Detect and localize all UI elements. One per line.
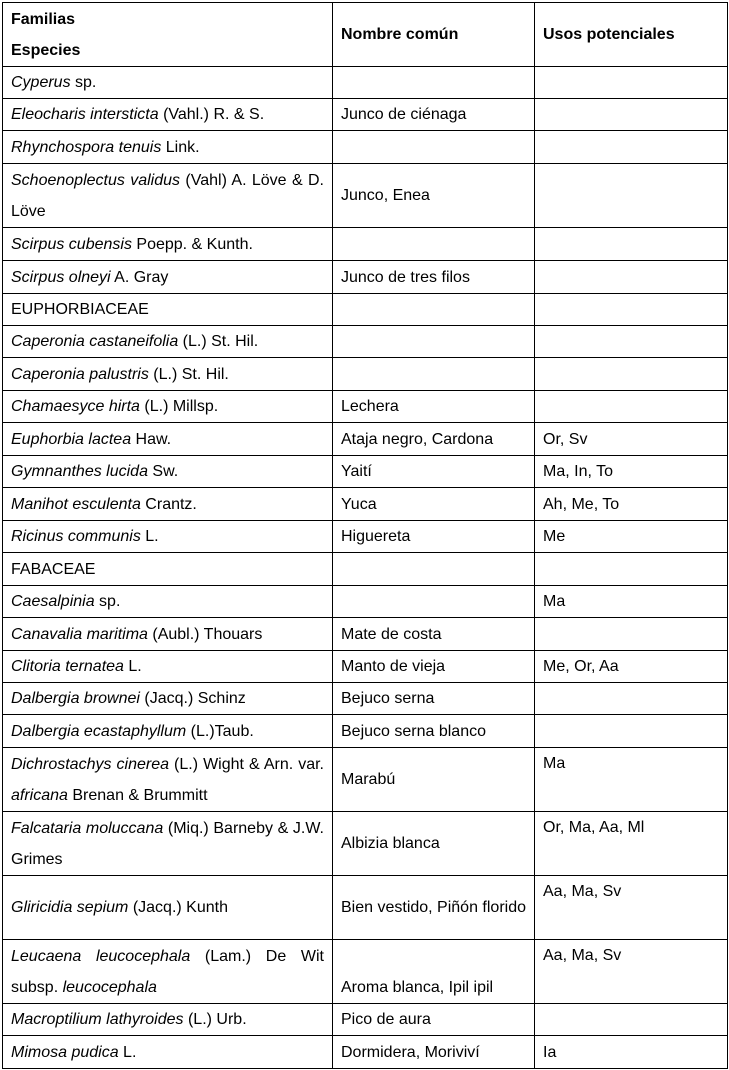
species-row xyxy=(3,423,728,456)
species-name: Canavalia maritima xyxy=(11,625,148,643)
common-name-cell: Yuca xyxy=(333,488,535,521)
species-row xyxy=(3,683,728,715)
species-name: Ricinus communis xyxy=(11,528,141,545)
common-name-cell xyxy=(333,586,535,618)
species-row xyxy=(3,618,728,651)
species-name-cell xyxy=(3,358,333,391)
uses-cell: Or, Sv xyxy=(535,423,728,456)
uses-cell xyxy=(535,67,728,99)
uses-cell: Ma, In, To xyxy=(535,456,728,488)
species-author: Link. xyxy=(161,138,200,156)
species-name: Manihot esculenta xyxy=(11,495,141,513)
species-author: (L.) Urb. xyxy=(183,1011,247,1028)
common-name-cell: Dormidera, Moriviví xyxy=(333,1036,535,1069)
species-author: L. xyxy=(123,658,142,675)
species-author: (Lam.) De Wit subsp. xyxy=(11,947,324,996)
species-name-cell xyxy=(3,164,333,228)
uses-cell: Aa, Ma, Sv xyxy=(535,876,728,940)
species-name-cell xyxy=(3,261,333,294)
common-name-cell: Junco, Enea xyxy=(333,164,535,228)
species-name-cell xyxy=(3,456,333,488)
species-name-cell xyxy=(3,391,333,423)
uses-cell xyxy=(535,294,728,326)
species-row xyxy=(3,876,728,940)
family-name-cell xyxy=(3,553,333,586)
species-author: sp. xyxy=(94,593,121,610)
species-author: (L.) St. Hil. xyxy=(178,333,259,350)
common-name-cell: Yaití xyxy=(333,456,535,488)
species-name: Chamaesyce hirta xyxy=(11,398,140,415)
species-name-part: leucocephala xyxy=(62,978,157,996)
uses-cell xyxy=(535,553,728,586)
uses-cell xyxy=(535,715,728,748)
species-row xyxy=(3,164,728,228)
common-name-cell xyxy=(333,294,535,326)
species-name-cell xyxy=(3,618,333,651)
species-row xyxy=(3,488,728,521)
uses-cell xyxy=(535,99,728,131)
families-species-header xyxy=(3,3,333,67)
common-name-cell xyxy=(333,358,535,391)
species-name: Schoenoplectus validus xyxy=(11,171,181,189)
species-author: A. Gray xyxy=(110,268,169,286)
family-row xyxy=(3,294,728,326)
species-author: (L.)Taub. xyxy=(186,722,254,740)
common-name-cell: Marabú xyxy=(333,748,535,812)
common-name-cell: Mate de costa xyxy=(333,618,535,651)
species-author: (Aubl.) Thouars xyxy=(147,625,263,643)
species-author: (L.) St. Hil. xyxy=(148,365,229,383)
species-name: Caperonia palustris xyxy=(11,365,149,383)
uses-cell: Or, Ma, Aa, Ml xyxy=(535,812,728,876)
species-row xyxy=(3,812,728,876)
uses-cell xyxy=(535,1004,728,1036)
species-author: Poepp. & Kunth. xyxy=(131,235,253,253)
common-name-cell: Higuereta xyxy=(333,521,535,553)
species-name-cell xyxy=(3,876,333,940)
uses-cell xyxy=(535,164,728,228)
common-name-cell: Bejuco serna blanco xyxy=(333,715,535,748)
species-name: Mimosa pudica xyxy=(11,1043,119,1061)
species-name: Gliricidia sepium xyxy=(11,899,129,916)
species-author: L. xyxy=(118,1043,137,1061)
species-row xyxy=(3,261,728,294)
common-name-cell: Bejuco serna xyxy=(333,683,535,715)
species-row xyxy=(3,358,728,391)
species-name: Scirpus olneyi xyxy=(11,268,111,286)
species-row xyxy=(3,391,728,423)
species-row xyxy=(3,1004,728,1036)
common-name-cell: Pico de aura xyxy=(333,1004,535,1036)
species-name-cell xyxy=(3,423,333,456)
species-name: Clitoria ternatea xyxy=(11,658,124,675)
species-name: Rhynchospora tenuis xyxy=(11,138,162,156)
uses-cell: Ia xyxy=(535,1036,728,1069)
common-name-cell xyxy=(333,228,535,261)
uses-cell: Ah, Me, To xyxy=(535,488,728,521)
common-name-cell: Lechera xyxy=(333,391,535,423)
species-row xyxy=(3,940,728,1004)
uses-cell xyxy=(535,683,728,715)
species-name: Dichrostachys cinerea xyxy=(11,755,169,773)
uses-cell xyxy=(535,228,728,261)
common-name-cell xyxy=(333,131,535,164)
species-name-cell xyxy=(3,521,333,553)
species-name: Caesalpinia xyxy=(11,593,95,610)
species-author: (Miq.) Barneby & J.W. Grimes xyxy=(11,819,324,868)
species-author: Crantz. xyxy=(140,495,197,513)
species-name-cell xyxy=(3,940,333,1004)
common-name-cell: Bien vestido, Piñón florido xyxy=(333,876,535,940)
common-name-cell xyxy=(333,67,535,99)
common-name-cell: Manto de vieja xyxy=(333,651,535,683)
species-name: Leucaena leucocephala xyxy=(11,947,191,965)
species-author: (Jacq.) Schinz xyxy=(139,690,246,707)
uses-cell: Ma xyxy=(535,748,728,812)
species-name-cell xyxy=(3,651,333,683)
species-name-cell xyxy=(3,683,333,715)
species-name-cell xyxy=(3,99,333,131)
species-row xyxy=(3,456,728,488)
uses-cell xyxy=(535,131,728,164)
species-author: sp. xyxy=(70,74,97,91)
species-name: Dalbergia brownei xyxy=(11,690,140,707)
common-name-cell: Junco de ciénaga xyxy=(333,99,535,131)
species-row xyxy=(3,651,728,683)
uses-cell: Ma xyxy=(535,586,728,618)
species-name-cell xyxy=(3,67,333,99)
species-header: Especies xyxy=(11,41,81,59)
species-author: (Jacq.) Kunth xyxy=(128,899,228,916)
common-name-cell: Aroma blanca, Ipil ipil xyxy=(333,940,535,1004)
species-name: Dalbergia ecastaphyllum xyxy=(11,722,187,740)
common-name-cell xyxy=(333,326,535,358)
uses-cell: Me, Or, Aa xyxy=(535,651,728,683)
species-name-cell xyxy=(3,1004,333,1036)
common-name-cell: Junco de tres filos xyxy=(333,261,535,294)
species-row xyxy=(3,131,728,164)
species-name-cell xyxy=(3,586,333,618)
species-row xyxy=(3,748,728,812)
species-row xyxy=(3,326,728,358)
species-author: L. xyxy=(140,528,159,545)
uses-cell xyxy=(535,391,728,423)
header-row xyxy=(3,3,728,67)
species-name: Caperonia castaneifolia xyxy=(11,333,179,350)
species-name-cell xyxy=(3,812,333,876)
species-row xyxy=(3,715,728,748)
species-author: Sw. xyxy=(147,463,179,480)
species-name-cell xyxy=(3,748,333,812)
uses-header: Usos potenciales xyxy=(535,3,728,67)
family-name-cell xyxy=(3,294,333,326)
species-table xyxy=(2,2,728,1069)
species-row xyxy=(3,586,728,618)
species-author: (L.) Wight & Arn. var. xyxy=(169,755,325,773)
uses-cell: Me xyxy=(535,521,728,553)
common-name-header: Nombre común xyxy=(333,3,535,67)
uses-cell: Aa, Ma, Sv xyxy=(535,940,728,1004)
common-name-cell: Ataja negro, Cardona xyxy=(333,423,535,456)
species-name-cell xyxy=(3,488,333,521)
species-name: Scirpus cubensis xyxy=(11,235,132,253)
species-name-cell xyxy=(3,228,333,261)
uses-cell xyxy=(535,261,728,294)
species-name-part: africana xyxy=(11,786,68,804)
species-name-cell xyxy=(3,131,333,164)
family-name: EUPHORBIACEAE xyxy=(11,301,149,318)
species-name-cell xyxy=(3,326,333,358)
species-name: Eleocharis intersticta xyxy=(11,106,159,123)
species-row xyxy=(3,1036,728,1069)
species-name-cell xyxy=(3,1036,333,1069)
common-name-cell: Albizia blanca xyxy=(333,812,535,876)
family-name: FABACEAE xyxy=(11,560,96,578)
species-row xyxy=(3,99,728,131)
species-author: Haw. xyxy=(131,430,172,448)
species-name: Falcataria moluccana xyxy=(11,819,164,837)
species-row xyxy=(3,521,728,553)
common-name-cell xyxy=(333,553,535,586)
uses-cell xyxy=(535,326,728,358)
species-name: Macroptilium lathyroides xyxy=(11,1011,184,1028)
species-name-cell xyxy=(3,715,333,748)
uses-cell xyxy=(535,358,728,391)
species-name: Gymnanthes lucida xyxy=(11,463,148,480)
family-row xyxy=(3,553,728,586)
uses-cell xyxy=(535,618,728,651)
species-name: Cyperus xyxy=(11,74,71,91)
families-header: Familias xyxy=(11,10,76,28)
species-name: Euphorbia lactea xyxy=(11,430,132,448)
species-row xyxy=(3,67,728,99)
species-author-part: Brenan & Brummitt xyxy=(67,786,208,804)
species-author: (L.) Millsp. xyxy=(139,398,219,415)
species-author: (Vahl.) R. & S. xyxy=(158,106,265,123)
species-author: (Vahl) A. Löve & D. Löve xyxy=(11,171,325,220)
species-row xyxy=(3,228,728,261)
